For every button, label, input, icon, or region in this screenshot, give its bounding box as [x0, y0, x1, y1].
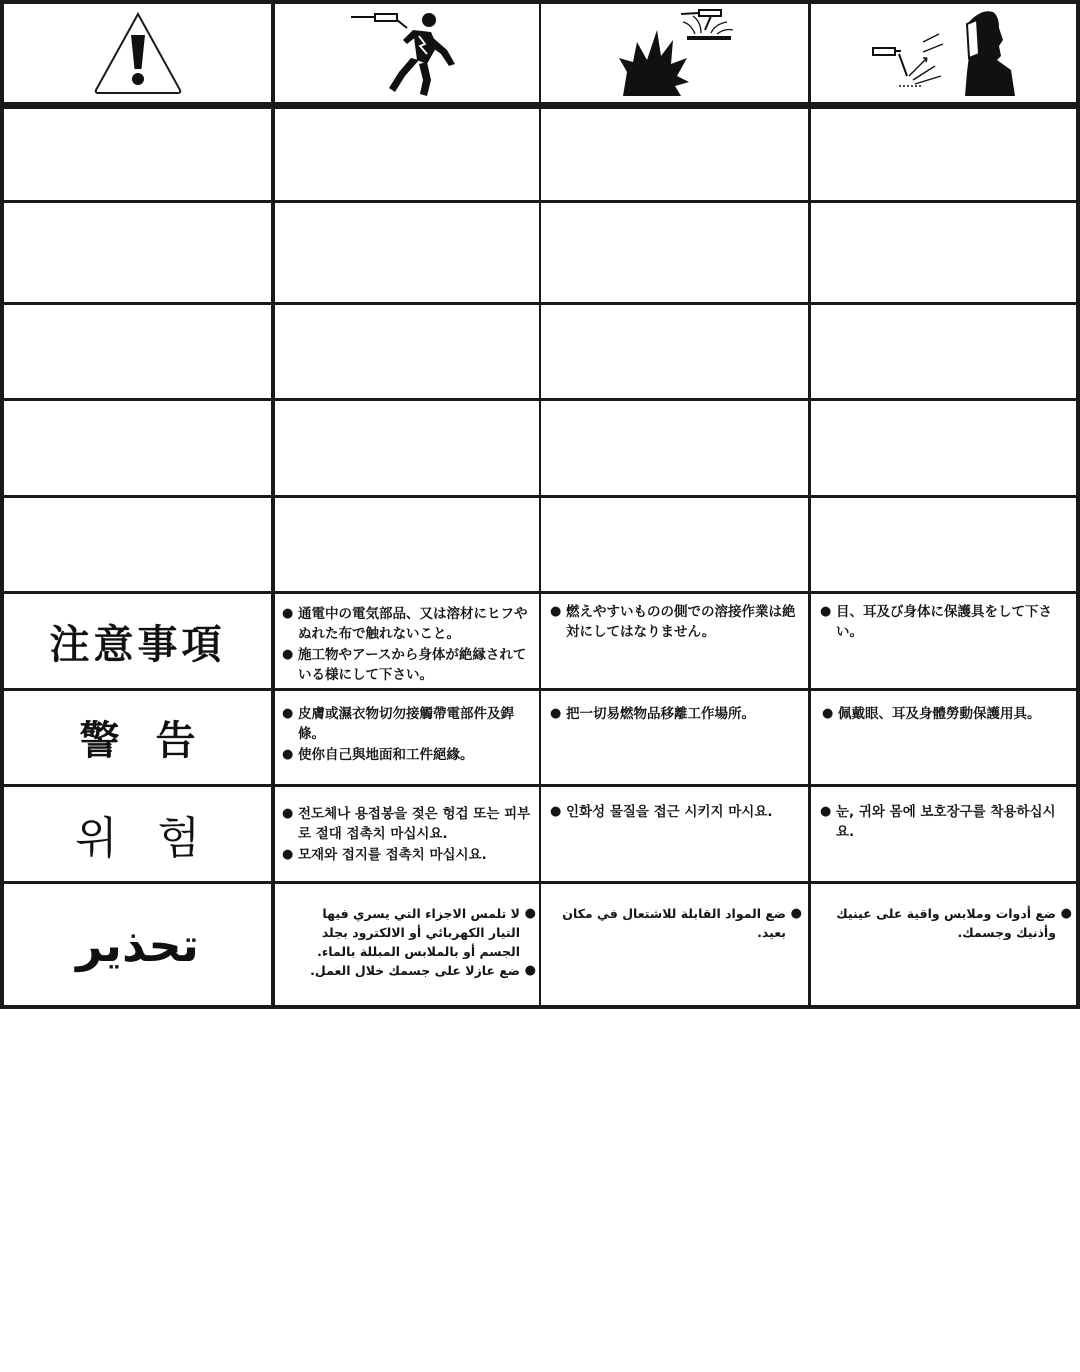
japanese-arc-item-1: ● 目、耳及び身体に保護具をして下さい。 [820, 602, 1070, 642]
row-label-korean: 위 험 [75, 813, 200, 864]
row-label-japanese: 注意事項 [49, 621, 226, 668]
empty-label-cell [4, 401, 271, 495]
fire-explosion-icon [615, 6, 735, 100]
header-general-warning [4, 4, 271, 102]
warning-triangle-icon [92, 10, 184, 96]
empty-label-cell [4, 498, 271, 591]
arabic-shock-cell [300, 904, 536, 1000]
header-arc-rays [811, 4, 1076, 102]
header-fire-explosion [541, 4, 808, 102]
chinese-shock-item-2: ● 使你自己與地面和工件絕緣。 [282, 745, 534, 765]
chinese-fire-item-1: ● 把一切易燃物品移離工作場所。 [550, 704, 802, 724]
arabic-arc-item-1: ● ضع أدوات وملابس واقية على عينيك وأذنيك وجسمك. [816, 904, 1072, 942]
arabic-arc-cell [816, 904, 1072, 1000]
column-divider [539, 0, 541, 1008]
arabic-fire-item-1: ● ضع المواد القابلة للاشتعال في مكان بعيد. [548, 904, 802, 942]
japanese-arc-cell [820, 602, 1070, 684]
empty-label-cell [4, 109, 271, 200]
korean-shock-item-1: ● 전도체나 용접봉을 젖은 헝겁 또는 피부로 절대 접촉치 마십시요. [282, 804, 534, 844]
arc-rays-face-shield-icon [869, 6, 1019, 100]
korean-arc-cell [820, 802, 1070, 877]
arabic-shock-item-2: ● ضع عازلا على جسمك خلال العمل. [300, 961, 536, 980]
korean-fire-item-1: ● 인화성 물질을 접근 시키지 마시요. [550, 802, 802, 822]
column-divider [808, 0, 811, 1008]
korean-fire-cell [550, 802, 802, 877]
korean-arc-item-1: ● 눈, 귀와 몸에 보호장구를 착용하십시요. [820, 802, 1070, 842]
chinese-shock-cell [282, 704, 534, 782]
empty-label-cell [4, 203, 271, 302]
chinese-arc-item-1: ● 佩戴眼、耳及身體勞動保護用具。 [822, 704, 1072, 724]
column-divider [271, 0, 275, 1008]
table-border-right [1076, 0, 1080, 1008]
header-divider [0, 102, 1080, 109]
japanese-fire-cell [550, 602, 802, 684]
japanese-shock-item-1: ● 通電中の電気部品、又は溶材にヒフやぬれた布で触れないこと。 [282, 604, 534, 644]
japanese-fire-item-1: ● 燃えやすいものの側での溶接作業は絶対にしてはなりません。 [550, 602, 802, 642]
chinese-fire-cell [550, 704, 802, 782]
header-electric-shock [275, 4, 539, 102]
korean-shock-item-2: ● 모재와 접지를 접촉치 마십시요. [282, 845, 534, 865]
row-label-arabic: تحذير [76, 917, 199, 972]
table-border-bottom [0, 1005, 1080, 1009]
korean-shock-cell [282, 804, 534, 879]
arabic-fire-cell [548, 904, 802, 1000]
chinese-shock-item-1: ● 皮膚或濕衣物切勿接觸帶電部件及銲條。 [282, 704, 534, 744]
arabic-shock-item-1: ● لا تلمس الاجزاء التي يسري فيها التيار الكهربائي أو الالكترود بجلد الجسم أو بالملابس المبللة بالماء. [300, 904, 536, 961]
japanese-shock-cell [282, 604, 534, 686]
row-label-chinese: 警 告 [79, 718, 196, 764]
electric-shock-icon [347, 6, 467, 100]
japanese-shock-item-2: ● 施工物やアースから身体が絶縁されている様にして下さい。 [282, 645, 534, 685]
chinese-arc-cell [822, 704, 1072, 782]
empty-label-cell [4, 305, 271, 398]
